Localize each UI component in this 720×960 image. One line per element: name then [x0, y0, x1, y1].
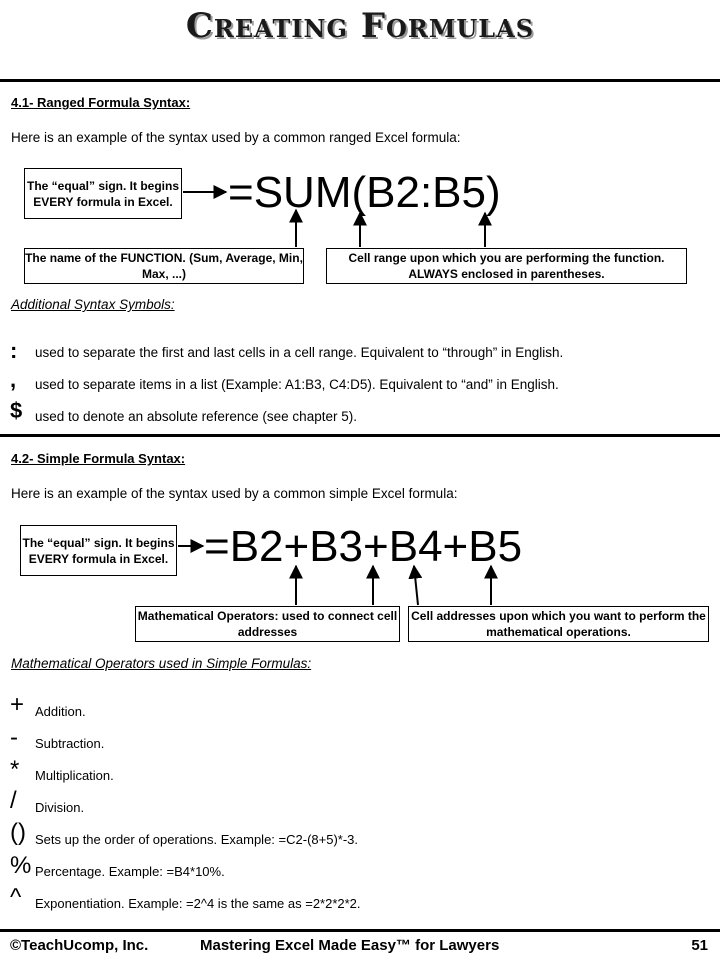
operator-parentheses: () [10, 819, 26, 846]
operator-divide: / [10, 787, 17, 814]
operator-minus-desc: Subtraction. [35, 736, 105, 751]
section-heading-simple: 4.2- Simple Formula Syntax: [11, 451, 186, 466]
footer-page-number: 51 [691, 937, 708, 954]
callout-math-operators: Mathematical Operators: used to connect cell addresses [135, 606, 400, 642]
formula-addition: =B2+B3+B4+B5 [204, 522, 523, 571]
section-intro-simple: Here is an example of the syntax used by a common simple Excel formula: [11, 486, 458, 501]
section-heading-ranged: 4.1- Ranged Formula Syntax: [11, 95, 191, 110]
section-intro-ranged: Here is an example of the syntax used by a common ranged Excel formula: [11, 130, 461, 145]
footer-divider [0, 929, 720, 932]
operator-caret: ^ [10, 884, 22, 911]
symbol-dollar: $ [10, 398, 23, 423]
subhead-math-operators: Mathematical Operators used in Simple Formulas: [11, 656, 312, 671]
subhead-syntax-symbols: Additional Syntax Symbols: [11, 297, 175, 312]
symbol-dollar-desc: used to denote an absolute reference (see chapter 5). [35, 409, 357, 424]
operator-divide-desc: Division. [35, 800, 85, 815]
callout-cell-range: Cell range upon which you are performing the function. ALWAYS enclosed in parentheses. [326, 248, 687, 284]
footer-book-title: Mastering Excel Made Easy™ for Lawyers [200, 937, 500, 954]
arrow-address-1 [414, 566, 418, 605]
operator-parentheses-desc: Sets up the order of operations. Example: =C2-(8+5)*-3. [35, 832, 359, 847]
formula-sum: =SUM(B2:B5) [228, 168, 501, 217]
symbol-colon-desc: used to separate the first and last cells in a cell range. Equivalent to “through” in English. [35, 345, 564, 360]
symbol-comma: , [10, 367, 17, 392]
callout-equal-sign-2: The “equal” sign. It begins EVERY formula in Excel. [20, 525, 177, 576]
operator-caret-desc: Exponentiation. Example: =2^4 is the same as =2*2*2*2. [35, 896, 361, 911]
operator-percent: % [10, 852, 32, 879]
operator-minus: - [10, 724, 18, 751]
footer-copyright: ©TeachUcomp, Inc. [10, 937, 149, 954]
symbol-colon: : [10, 338, 18, 363]
callout-cell-addresses: Cell addresses upon which you want to perform the mathematical operations. [408, 606, 709, 642]
operator-percent-desc: Percentage. Example: =B4*10%. [35, 864, 225, 879]
operator-plus-desc: Addition. [35, 704, 86, 719]
symbol-comma-desc: used to separate items in a list (Example: A1:B3, C4:D5). Equivalent to “and” in English. [35, 377, 559, 392]
callout-equal-sign: The “equal” sign. It begins EVERY formula in Excel. [24, 168, 182, 219]
operator-multiply-desc: Multiplication. [35, 768, 114, 783]
operator-plus: + [10, 691, 25, 718]
operator-multiply: * [10, 756, 20, 783]
page-title: Creating Formulas [185, 6, 535, 46]
callout-function-name: The name of the FUNCTION. (Sum, Average, Min, Max, ...) [24, 248, 304, 284]
